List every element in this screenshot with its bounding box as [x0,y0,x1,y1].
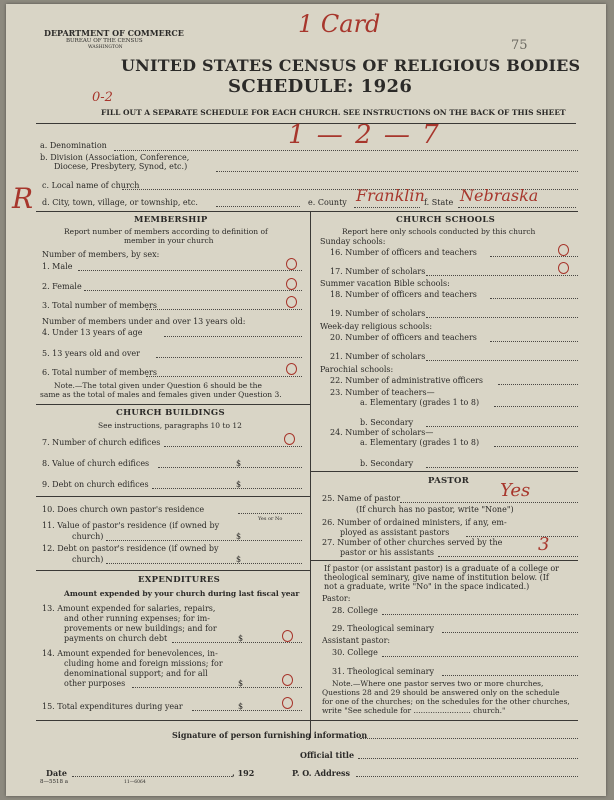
q3-label: 3. Total number of members [42,301,157,310]
q24a-line [494,446,578,447]
date-line [72,776,232,777]
vacation-label: Summer vacation Bible schools: [320,279,450,288]
by-sex-label: Number of members, by sex: [42,250,160,259]
q27-label-2: pastor or his assistants [340,548,435,557]
form-number: 8—5518 a [40,779,69,785]
q13-line-2: and other running expenses; for im- [64,614,210,623]
membership-title: MEMBERSHIP [134,215,208,225]
official-title-line [358,758,578,759]
q1-line [78,270,302,271]
q13-zero-mark [282,630,293,642]
buildings-intro: See instructions, paragraphs 10 to 12 [98,421,242,430]
q15-label: 15. Total expenditures during year [42,702,183,711]
church-name-label: c. Local name of church [42,181,140,190]
q29-label: 29. Theological seminary [332,624,434,633]
pastor-title: PASTOR [428,476,470,486]
q13-line-1: 13. Amount expended for salaries, repairs, [42,604,216,613]
division-line [216,171,578,172]
q11-line [106,540,302,541]
q23-label: 23. Number of teachers— [330,388,435,397]
handwritten-card-note: 1 Card [298,10,381,38]
city-label: WASHINGTON [88,45,123,50]
form-title: UNITED STATES CENSUS OF RELIGIOUS BODIES [121,56,581,75]
q10-line [238,513,302,514]
q13-line-4: payments on church debt [64,634,168,643]
county-line [354,207,420,208]
section-top-rule [36,211,578,212]
parochial-label: Parochial schools: [320,365,394,374]
q14-line [132,687,302,688]
q16-line [490,256,578,257]
q24a-label: a. Elementary (grades 1 to 8) [360,438,480,447]
schools-intro: Report here only schools conducted by this church [342,227,536,236]
q24b-label: b. Secondary [360,459,414,468]
date-label: Date [46,768,67,778]
q12-line [106,563,302,564]
instructions-line: FILL OUT A SEPARATE SCHEDULE FOR EACH CHURCH. SEE INSTRUCTIONS ON THE BACK OF THIS SHEET [101,108,566,117]
q8-line [158,467,302,468]
stamp-number: 75 [511,38,528,53]
county-label: e. County [308,198,347,207]
footer-top-rule [36,720,578,721]
q3-zero-mark [286,296,297,308]
pastor-note-1: Note.—Where one pastor serves two or more churches, [332,679,544,688]
q17-label: 17. Number of scholars [330,267,426,276]
city-town-label: d. City, town, village, or township, etc. [42,198,198,207]
q30-label: 30. College [332,648,378,657]
q11-label-2: church) [72,532,104,541]
q18-line [490,298,578,299]
expenditures-title: EXPENDITURES [138,575,221,585]
q13-line [172,642,302,643]
q2-zero-mark [286,278,297,290]
q13-dollar: $ [238,634,244,643]
q21-label: 21. Number of scholars [330,352,426,361]
q20-line [490,341,578,342]
date-year: , 192 [232,768,255,778]
division-label-2: Diocese, Presbytery, Synod, etc.) [54,162,188,171]
department-label: DEPARTMENT OF COMMERCE [44,28,184,38]
q14-line-4: other purposes [64,679,126,688]
q1-zero-mark [286,258,297,270]
po-address-line [356,776,578,777]
q25-line [400,502,578,503]
pastor-mid-rule [310,560,578,561]
q24b-line [426,467,578,468]
pastor-subheading: Pastor: [322,594,351,603]
weekday-label: Week-day religious schools: [320,322,433,331]
graduate-note-1: If pastor (or assistant pastor) is a graduate of a college or [324,564,560,573]
q10-label: 10. Does church own pastor's residence [42,505,205,514]
q24-label: 24. Number of scholars— [330,428,434,437]
q15-zero-mark [282,697,293,709]
q14-line-1: 14. Amount expended for benevolences, in- [42,649,218,658]
q6-line [146,376,302,377]
buildings-bottom-rule [36,570,310,571]
q25-label: 25. Name of pastor [322,494,401,503]
q26-line [466,536,578,537]
assistant-subheading: Assistant pastor: [322,636,391,645]
q12-label: 12. Debt on pastor's residence (if owned by [42,544,219,553]
state-line [458,207,576,208]
q8-label: 8. Value of church edifices [42,459,150,468]
q16-zero-mark [558,244,569,256]
q23a-line [494,406,578,407]
q17-line [426,275,578,276]
q1-label: 1. Male [42,262,73,271]
denomination-line [114,150,578,151]
q3-line [146,309,302,310]
print-number: 11—6064 [124,780,146,785]
q20-label: 20. Number of officers and teachers [330,333,477,342]
q9-line [152,488,302,489]
pastor-note-4: write "See schedule for ........................ church." [322,706,506,715]
denomination-value: 1 — 2 — 7 [288,120,441,150]
handwritten-code: 0-2 [92,90,113,105]
official-title-label: Official title [300,750,355,760]
buildings-title: CHURCH BUILDINGS [116,408,225,418]
q30-line [382,656,578,657]
graduate-note-2: theological seminary, give name of institution below. (If [324,573,549,582]
center-column-rule [310,211,311,738]
q18-label: 18. Number of officers and teachers [330,290,477,299]
q14-line-2: cluding home and foreign missions; for [64,659,223,668]
q7-label: 7. Number of church edifices [42,438,161,447]
q27-label: 27. Number of other churches served by the [322,538,503,547]
q7-line [164,446,302,447]
q17-zero-mark [558,262,569,274]
q12-label-2: church) [72,555,104,564]
pastor-note-2: Questions 28 and 29 should be answered only on the schedule [322,688,560,697]
q15-dollar: $ [238,702,244,711]
q14-line-3: denominational support; and for all [64,669,208,678]
q4-line [164,336,302,337]
yes-no-caption: Yes or No [258,516,283,522]
q25-note: (If church has no pastor, write "None") [356,505,514,514]
q4-label: 4. Under 13 years of age [42,328,143,337]
margin-mark: R [12,182,34,215]
q28-line [382,614,578,615]
q26-label-2: ployed as assistant pastors [340,528,450,537]
q13-line-3: provements or new buildings; and for [64,624,217,633]
q6-label: 6. Total number of members [42,368,157,377]
q16-label: 16. Number of officers and teachers [330,248,477,257]
sunday-label: Sunday schools: [320,237,386,246]
state-label: f. State [424,198,454,207]
membership-bottom-rule [36,404,310,405]
membership-intro-1: Report number of members according to definition of [64,227,268,236]
state-value: Nebraska [460,186,539,205]
bureau-label: BUREAU OF THE CENSUS [66,38,143,44]
q5-label: 5. 13 years old and over [42,349,140,358]
q6-zero-mark [286,363,297,375]
q11-label: 11. Value of pastor's residence (if owned by [42,521,220,530]
q22-line [498,384,578,385]
q27-value: 3 [538,534,550,555]
graduate-note-3: not a graduate, write "No" in the space indicated.) [324,582,530,591]
q23b-label: b. Secondary [360,418,414,427]
q7-zero-mark [284,433,295,445]
q28-label: 28. College [332,606,378,615]
under-over-label: Number of members under and over 13 years old: [42,317,246,326]
q11-dollar: $ [236,532,242,541]
q31-label: 31. Theological seminary [332,667,434,676]
q23a-label: a. Elementary (grades 1 to 8) [360,398,480,407]
q14-zero-mark [282,674,293,686]
q14-dollar: $ [238,679,244,688]
q21-line [426,360,578,361]
schedule-title: SCHEDULE: 1926 [228,76,413,97]
schools-bottom-rule [310,471,578,472]
q31-line [442,675,578,676]
membership-note-2: same as the total of males and females given under Question 3. [40,390,282,399]
buildings-mid-rule [36,496,310,497]
q9-label: 9. Debt on church edifices [42,480,149,489]
census-schedule-page [6,4,606,796]
city-town-line [216,206,300,207]
signature-line [360,738,578,739]
q5-line [156,357,302,358]
q19-line [426,317,578,318]
q23b-line [426,426,578,427]
q29-line [442,632,578,633]
q25-value: Yes [500,480,531,501]
po-address-label: P. O. Address [292,768,351,778]
q19-label: 19. Number of scholars [330,309,426,318]
q9-dollar: $ [236,480,242,489]
q2-line [84,290,302,291]
signature-label: Signature of person furnishing information [172,730,368,740]
q12-dollar: $ [236,555,242,564]
q8-dollar: $ [236,459,242,468]
q26-label: 26. Number of ordained ministers, if any, em- [322,518,507,527]
q27-line [438,556,578,557]
schools-title: CHURCH SCHOOLS [396,215,496,225]
division-label: b. Division (Association, Conference, [40,153,190,162]
membership-intro-2: member in your church [124,236,214,245]
q22-label: 22. Number of administrative officers [330,376,483,385]
county-value: Franklin [356,186,425,205]
q2-label: 2. Female [42,282,82,291]
pastor-note-3: for one of the churches; on the schedules for the other churches, [322,697,570,706]
membership-note-1: Note.—The total given under Question 6 should be the [54,381,262,390]
q15-line [192,710,302,711]
expenditures-intro: Amount expended by your church during last fiscal year [64,589,300,598]
denomination-label: a. Denomination [40,141,107,150]
